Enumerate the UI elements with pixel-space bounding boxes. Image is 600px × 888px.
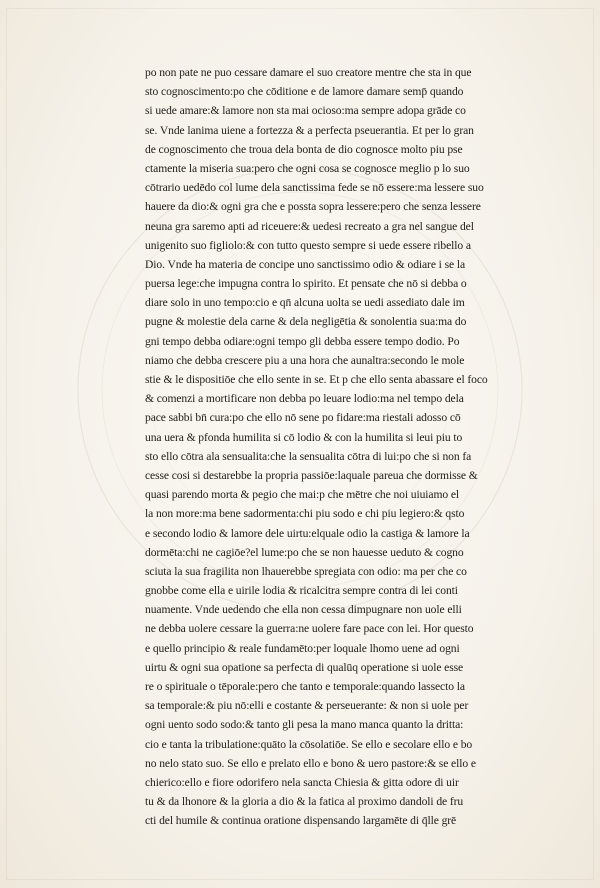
text-line: sto cognoscimento:po che cōditione e de lamore damare semp̄ quando — [145, 85, 464, 99]
text-line: ne debba uolere cessare la guerra:ne uolere fare pace con lei. Hor questo — [145, 622, 474, 636]
text-line: sa temporale:& piu nō:elli e costante & perseuerante: & non si uole per — [145, 699, 469, 713]
text-line: cōtrario uedēdo col lume dela sanctissima fede se nō essere:ma lessere suo — [145, 181, 484, 195]
text-line: & comenzi a mortificare non debba po leuare lodio:ma nel tempo dela — [145, 392, 464, 406]
text-line: e quello principio & reale fundamēto:per loquale lhomo uene ad ogni — [145, 641, 460, 655]
text-line: se. Vnde lanima uiene a fortezza & a perfecta pseuerantia. Et per lo gran — [145, 123, 474, 137]
text-line: ogni uento sodo sodo:& tanto gli pesa la mano manca quanto la dritta: — [145, 718, 464, 732]
text-line: Dio. Vnde ha materia de concipe uno sanctissimo odio & odiare i se la — [145, 257, 466, 271]
text-line: cio e tanta la tribulatione:quāto la cōsolatiōe. Se ello e secolare ello e bo — [145, 737, 473, 751]
text-line: e secondo lodio & lamore dele uirtu:elquale odio la castiga & lamore la — [145, 526, 470, 540]
text-line: ctamente la miseria sua:pero che ogni cosa se cognosce meglio p lo suo — [145, 161, 470, 175]
text-line: pugne & molestie dela carne & dela negligētia & sonolentia sua:ma do — [145, 315, 467, 329]
text-line: sciuta la sua fragilita non lhauerebbe spregiata con odio: ma per che co — [145, 564, 467, 578]
text-line: unigenito suo figliolo:& con tutto questo sempre si uede essere ribello a — [145, 238, 471, 252]
text-line: diare solo in uno tempo:cio e qn̄ alcuna uolta se uedi assediato dale im — [145, 296, 465, 310]
text-line: puersa lege:che impugna contra lo spirito. Et pensate che nō si debba o — [145, 277, 467, 291]
text-line: chierico:ello e fiore odorifero nela sancta Chiesia & gitta odore di uir — [145, 775, 459, 789]
text-line: uirtu & ogni sua opatione sa perfecta di qualūq operatione si uole esse — [145, 660, 464, 674]
text-line: re o spirituale o tēporale:pero che tanto e temporale:quando lassecto la — [145, 680, 465, 693]
text-line: pace sabbi bn̄ cura:po che ello nō sene po fidare:ma riestali adosso cō — [145, 411, 461, 425]
text-line: cti del humile & continua oratione dispensando largamēte di q̄lle grē — [145, 814, 457, 828]
text-line: gnobbe come ella e uirile lodia & ricalcitra sempre contra di lei conti — [145, 584, 458, 598]
text-line: no nelo stato suo. Se ello e prelato ello e bono & uero pastore:& se ello e — [145, 756, 476, 770]
text-line: si uede amare:& lamore non sta mai ocioso:ma sempre adopa grāde co — [145, 104, 466, 118]
body-text — [145, 63, 545, 831]
text-line: niamo che debba crescere piu a una hora che aunaltra:secondo le mole — [145, 353, 465, 367]
text-line: neuna gra saremo apti ad riceuere:& uedesi recreato a gra nel sangue del — [145, 219, 474, 233]
text-line: stie & le dispositiōe che ello sente in se. Et p che ello senta abassare el foco — [145, 373, 488, 386]
text-line: cesse cosi si destarebbe la propria passiōe:laquale pareua che dormisse & — [145, 468, 478, 482]
text-line: sto ello cōtra ala sensualita:che la sensualita cōtra di lui:po che si non fa — [145, 449, 472, 463]
text-line: una uera & pfonda humilita si cō lodio & con la humilita si leui piu to — [145, 430, 463, 444]
text-line: gni tempo debba odiare:ogni tempo gli debba essere tempo dodio. Po — [145, 334, 460, 348]
text-line: dormēta:chi ne cagiōe?el lume:po che se non hauesse ueduto & cogno — [145, 545, 464, 559]
text-line: la non more:ma bene sadormenta:chi piu sodo e chi piu legiero:& qsto — [145, 507, 465, 521]
text-line: tu & da lhonore & la gloria a dio & la fatica al proximo dandoli de fru — [145, 795, 464, 809]
text-line: hauere da dio:& ogni gra che e possta sopra lessere:pero che senza lessere — [145, 200, 481, 214]
text-line: quasi parendo morta & pegio che mai:p che mētre che noi uiuiamo el — [145, 488, 460, 502]
text-line: de cognoscimento che troua dela bonta de dio cognosce molto piu pse — [145, 142, 463, 156]
text-line: nuamente. Vnde uedendo che ella non cessa dimpugnare non uole elli — [145, 603, 462, 617]
text-line: po non pate ne puo cessare damare el suo creatore mentre che sta in que — [145, 66, 472, 79]
